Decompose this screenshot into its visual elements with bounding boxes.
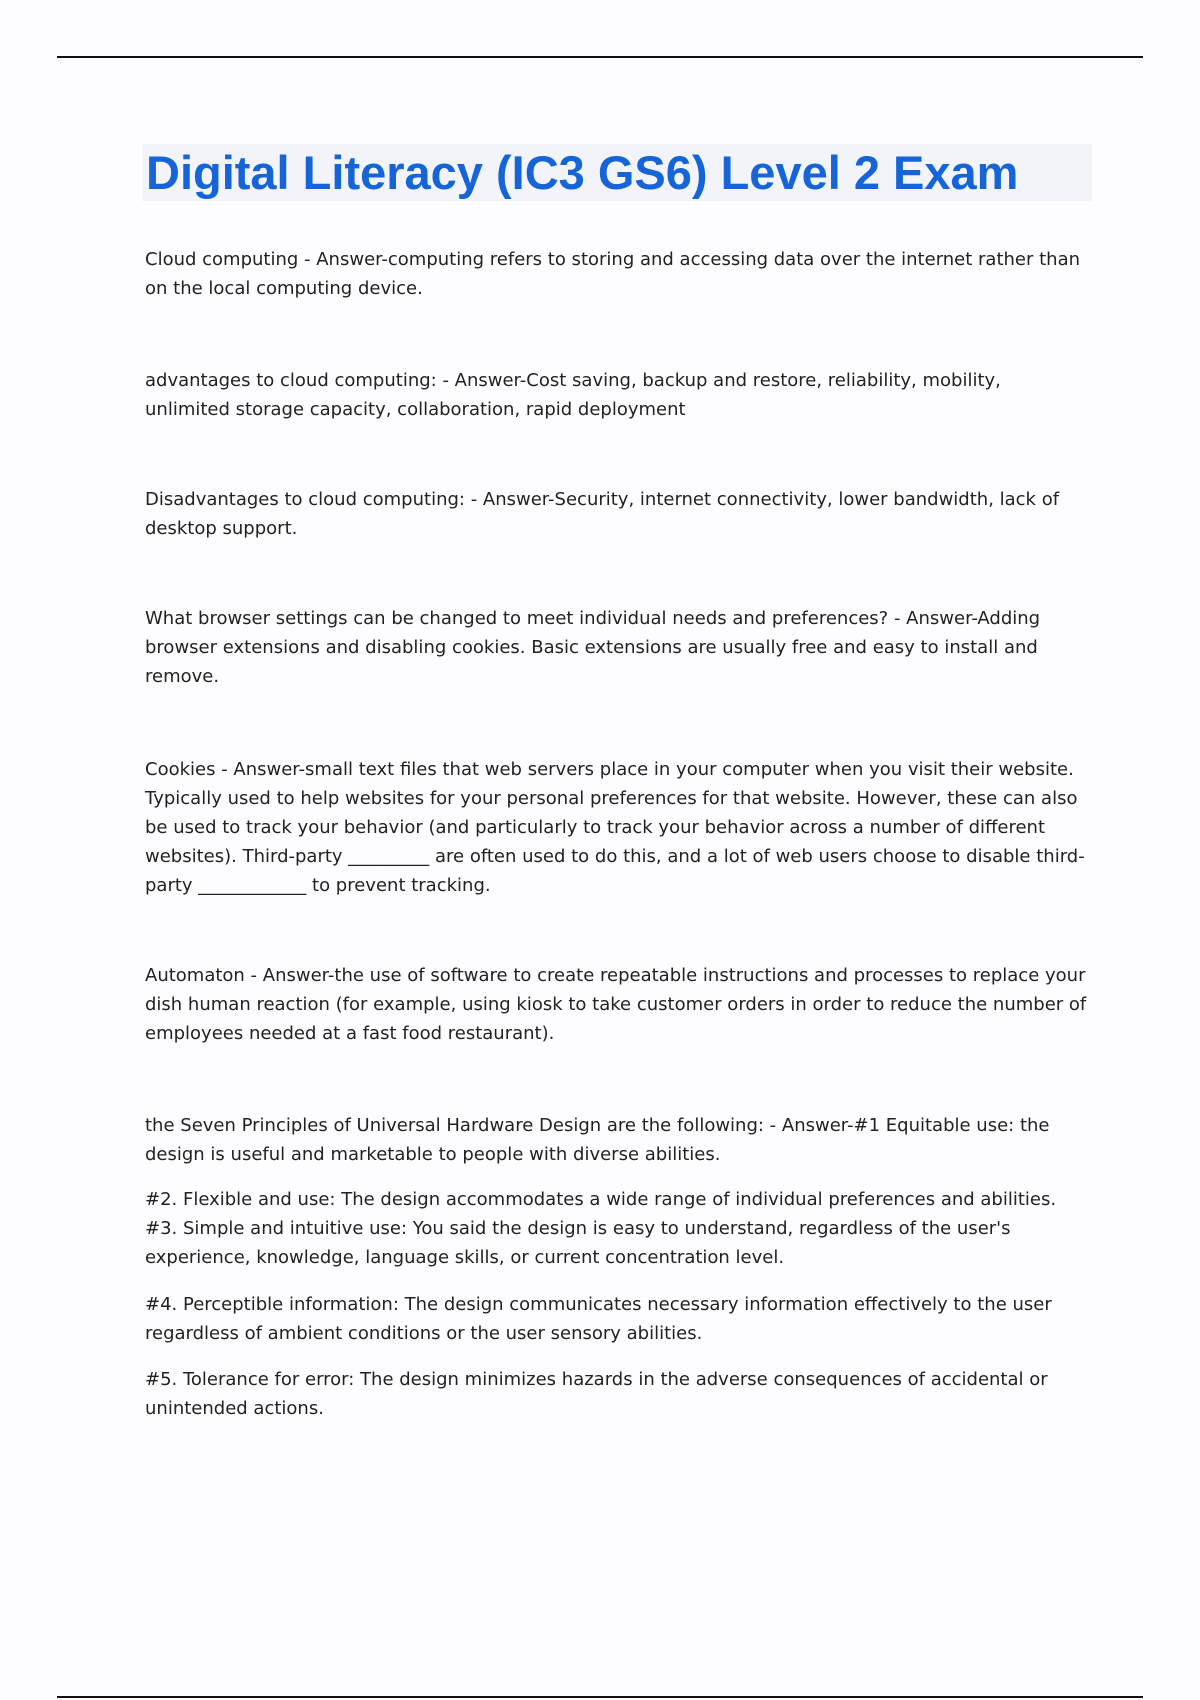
paragraph-universal-design-principle-1: the Seven Principles of Universal Hardware Design are the following: - Answer-#1 Equitable use: the design is useful and marketable to people with diverse abilities. [145, 1115, 1050, 1165]
paragraph-universal-design-principles-2-3: #2. Flexible and use: The design accommodates a wide range of individual preferences and abilities. #3. Simple and intuitive use: You said the design is easy to understand, regardless of the user's experience, knowledge, language skills, or current concentration level. [145, 1189, 1057, 1268]
page-title: Digital Literacy (IC3 GS6) Level 2 Exam [146, 146, 1019, 199]
paragraph-browser-settings: What browser settings can be changed to meet individual needs and preferences? - Answer-Adding browser extensions and disabling cookies. Basic extensions are usually free and easy to install and remove. [145, 608, 1041, 687]
paragraph-cloud-computing: Cloud computing - Answer-computing refers to storing and accessing data over the internet rather than on the local computing device. [145, 249, 1081, 299]
paragraph-universal-design-principle-4: #4. Perceptible information: The design communicates necessary information effectively to the user regardless of ambient conditions or the user sensory abilities. [145, 1294, 1052, 1344]
paragraph-automaton: Automaton - Answer-the use of software to create repeatable instructions and processes to replace your dish human reaction (for example, using kiosk to take customer orders in order to reduce the number of employees needed at a fast food restaurant). [145, 965, 1087, 1044]
paragraph-cloud-advantages: advantages to cloud computing: - Answer-Cost saving, backup and restore, reliability, mobility, unlimited storage capacity, collaboration, rapid deployment [145, 370, 1001, 420]
top-divider [57, 56, 1143, 58]
paragraph-cloud-disadvantages: Disadvantages to cloud computing: - Answer-Security, internet connectivity, lower bandwidth, lack of desktop support. [145, 489, 1060, 539]
paragraph-cookies: Cookies - Answer-small text files that web servers place in your computer when you visit their website. Typically used to help websites for your personal preferences for that website. However, these can also be used to track your behavior (and particularly to track your behavior across a number of different websites). Third-party _________ are often used to do this, and a lot of web users choose to disable third-party ____________ to prevent tracking. [145, 759, 1085, 896]
paragraph-universal-design-principle-5: #5. Tolerance for error: The design minimizes hazards in the adverse consequences of accidental or unintended actions. [145, 1369, 1048, 1419]
bottom-divider [57, 1696, 1143, 1698]
